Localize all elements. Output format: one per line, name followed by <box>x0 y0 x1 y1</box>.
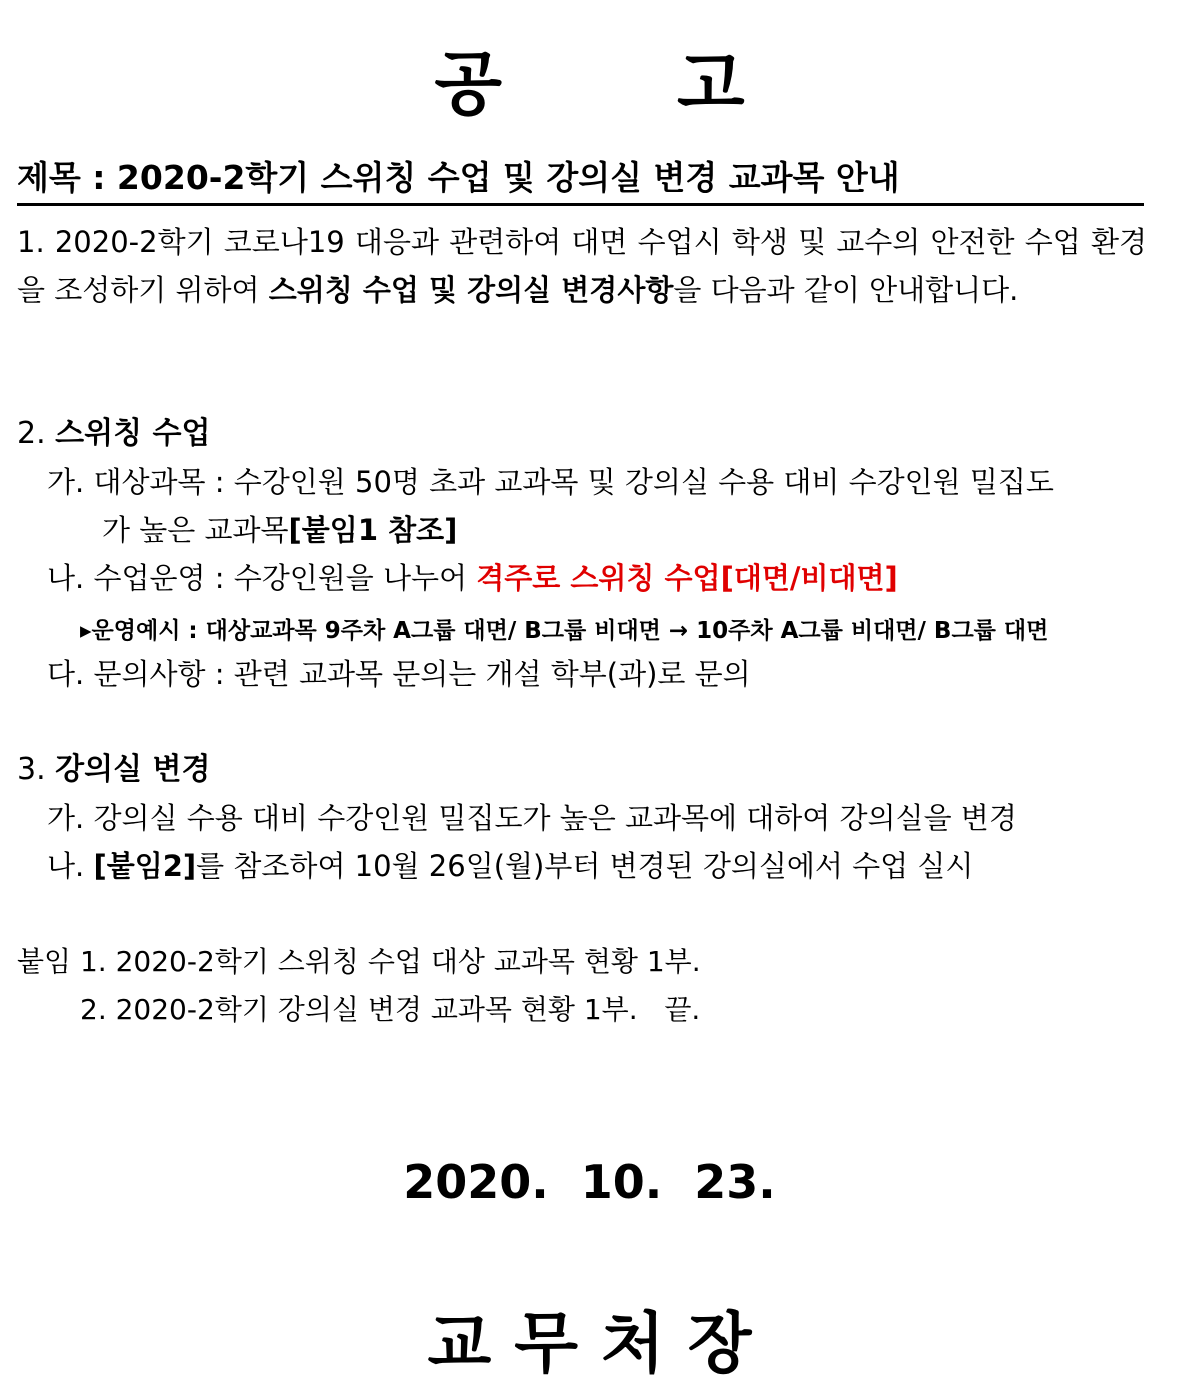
attachment-1-reference: [붙임1 참조] <box>288 513 458 547</box>
item-na-prefix: 나. <box>47 849 94 883</box>
section-3-item-na <box>47 842 973 890</box>
section-3-title: 강의실 변경 <box>55 752 211 787</box>
subject-divider <box>17 203 1144 206</box>
section-2-number: 2. <box>17 416 46 451</box>
section-2-item-ga-line-1: 가. 대상과목 : 수강인원 50명 초과 교과목 및 강의실 수용 대비 수강인원 밀집도 <box>47 465 1054 499</box>
issuing-office: 교 무 처 장 <box>427 1305 752 1382</box>
section-2-item-ga-line-2 <box>102 506 457 554</box>
section-2-heading <box>17 410 211 458</box>
intro-text-before: 1. 2020-2학기 코로나19 대응과 관련하여 대면 수업시 학생 및 교수의 안전한 수업 환경을 조성하기 위하여 <box>17 225 1147 307</box>
attachment-line-2: 2. 2020-2학기 강의실 변경 교과목 현황 1부. 끝. <box>80 993 701 1026</box>
intro-bold-text: 스위칭 수업 및 강의실 변경사항 <box>268 273 674 307</box>
attachment-line-1: 붙임 1. 2020-2학기 스위칭 수업 대상 교과목 현황 1부. <box>17 945 701 978</box>
section-2-title: 스위칭 수업 <box>55 416 211 451</box>
biweekly-switching-emphasis: 격주로 스위칭 수업[대면/비대면] <box>476 561 898 595</box>
section-3-number: 3. <box>17 752 46 787</box>
notice-heading <box>0 28 1179 129</box>
section-2-item-da: 다. 문의사항 : 관련 교과목 문의는 개설 학부(과)로 문의 <box>47 657 751 691</box>
section-3-item-ga: 가. 강의실 수용 대비 수강인원 밀집도가 높은 교과목에 대하여 강의실을 변경 <box>47 801 1017 835</box>
section-3-heading <box>17 746 211 794</box>
intro-text-after: 을 다음과 같이 안내합니다. <box>673 273 1019 307</box>
heading-char-1: 공 <box>434 43 502 125</box>
item-na-rest: 를 참조하여 10월 26일(월)부터 변경된 강의실에서 수업 실시 <box>196 849 974 883</box>
heading-char-2: 고 <box>677 43 745 125</box>
section-2-item-na <box>47 554 898 602</box>
subject-line: 제목 : 2020-2학기 스위칭 수업 및 강의실 변경 교과목 안내 <box>17 158 900 197</box>
item-na-text: 나. 수업운영 : 수강인원을 나누어 <box>47 561 477 595</box>
intro-paragraph <box>17 218 1147 314</box>
attachment-2-reference: [붙임2] <box>93 849 197 883</box>
item-ga-text: 가 높은 교과목 <box>102 513 289 547</box>
notice-date: 2020. 10. 23. <box>403 1155 776 1209</box>
operation-example: ▸운영예시 : 대상교과목 9주차 A그룹 대면/ B그룹 비대면 → 10주차 A그룹 비대면/ B그룹 대면 <box>80 618 1049 644</box>
